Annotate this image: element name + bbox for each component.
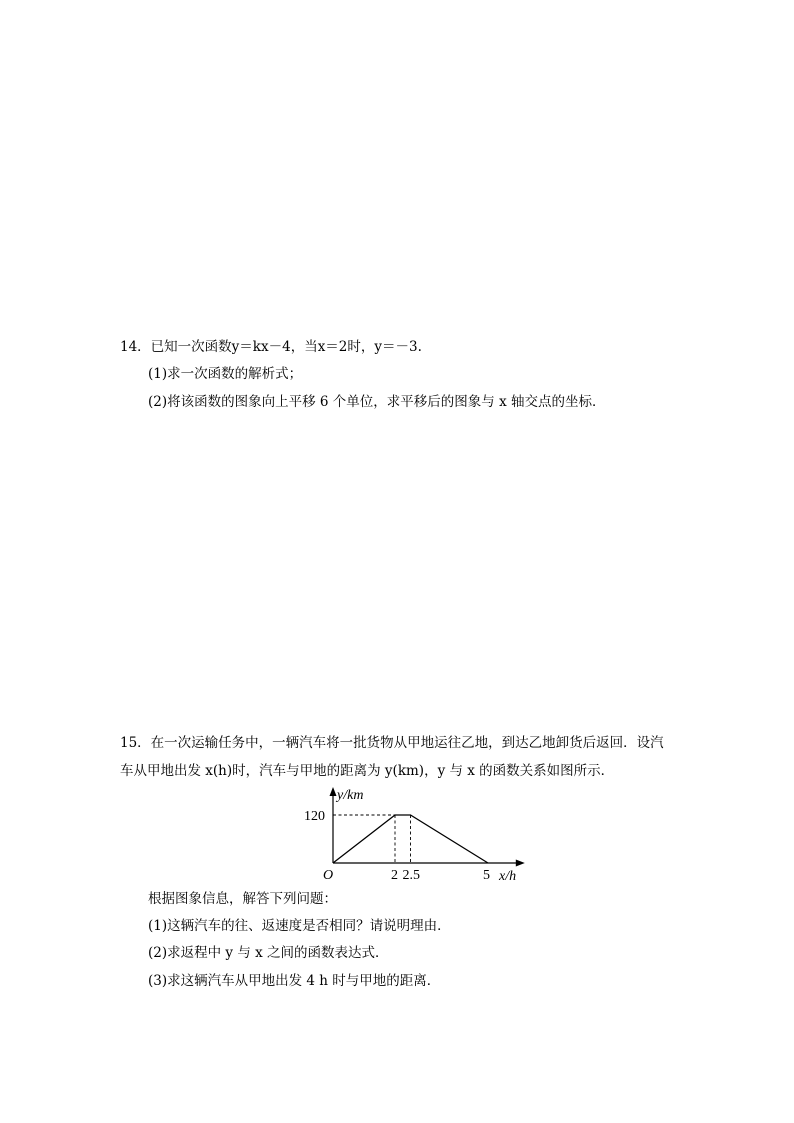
q15-part3: (3)求这辆汽车从甲地出发 4 h 时与甲地的距离． [148, 973, 441, 989]
x-axis-arrow [516, 860, 525, 867]
x-tick-label-2: 2 [391, 868, 398, 883]
y-axis-arrow [330, 787, 337, 796]
q14-stem: 14．已知一次函数y＝kx－4，当x＝2时，y＝－3. [120, 339, 422, 355]
x-tick-label-5: 5 [483, 868, 490, 883]
q14-part1: (1)求一次函数的解析式； [148, 366, 303, 382]
x-axis-label: x/h [499, 869, 517, 884]
y-tick-label-120: 120 [304, 809, 325, 824]
y-axis-label: y/km [337, 788, 364, 803]
x-tick-label-2-5: 2.5 [402, 868, 420, 883]
q15-stem-line1: 15．在一次运输任务中，一辆汽车将一批货物从甲地运往乙地，到达乙地卸货后返回．设汽 [120, 735, 664, 751]
distance-time-graph [300, 783, 530, 888]
q14-part2: (2)将该函数的图象向上平移 6 个单位，求平移后的图象与 x 轴交点的坐标． [148, 394, 606, 410]
q15-stem-line2: 车从甲地出发 x(h)时，汽车与甲地的距离为 y(km)，y 与 x 的函数关系如图所示． [120, 763, 615, 779]
origin-label: O [323, 868, 334, 883]
q15-intro: 根据图象信息，解答下列问题： [148, 891, 337, 907]
q15-part1: (1)这辆汽车的往、返速度是否相同？请说明理由． [148, 918, 451, 934]
q15-part2: (2)求返程中 y 与 x 之间的函数表达式． [148, 945, 389, 961]
